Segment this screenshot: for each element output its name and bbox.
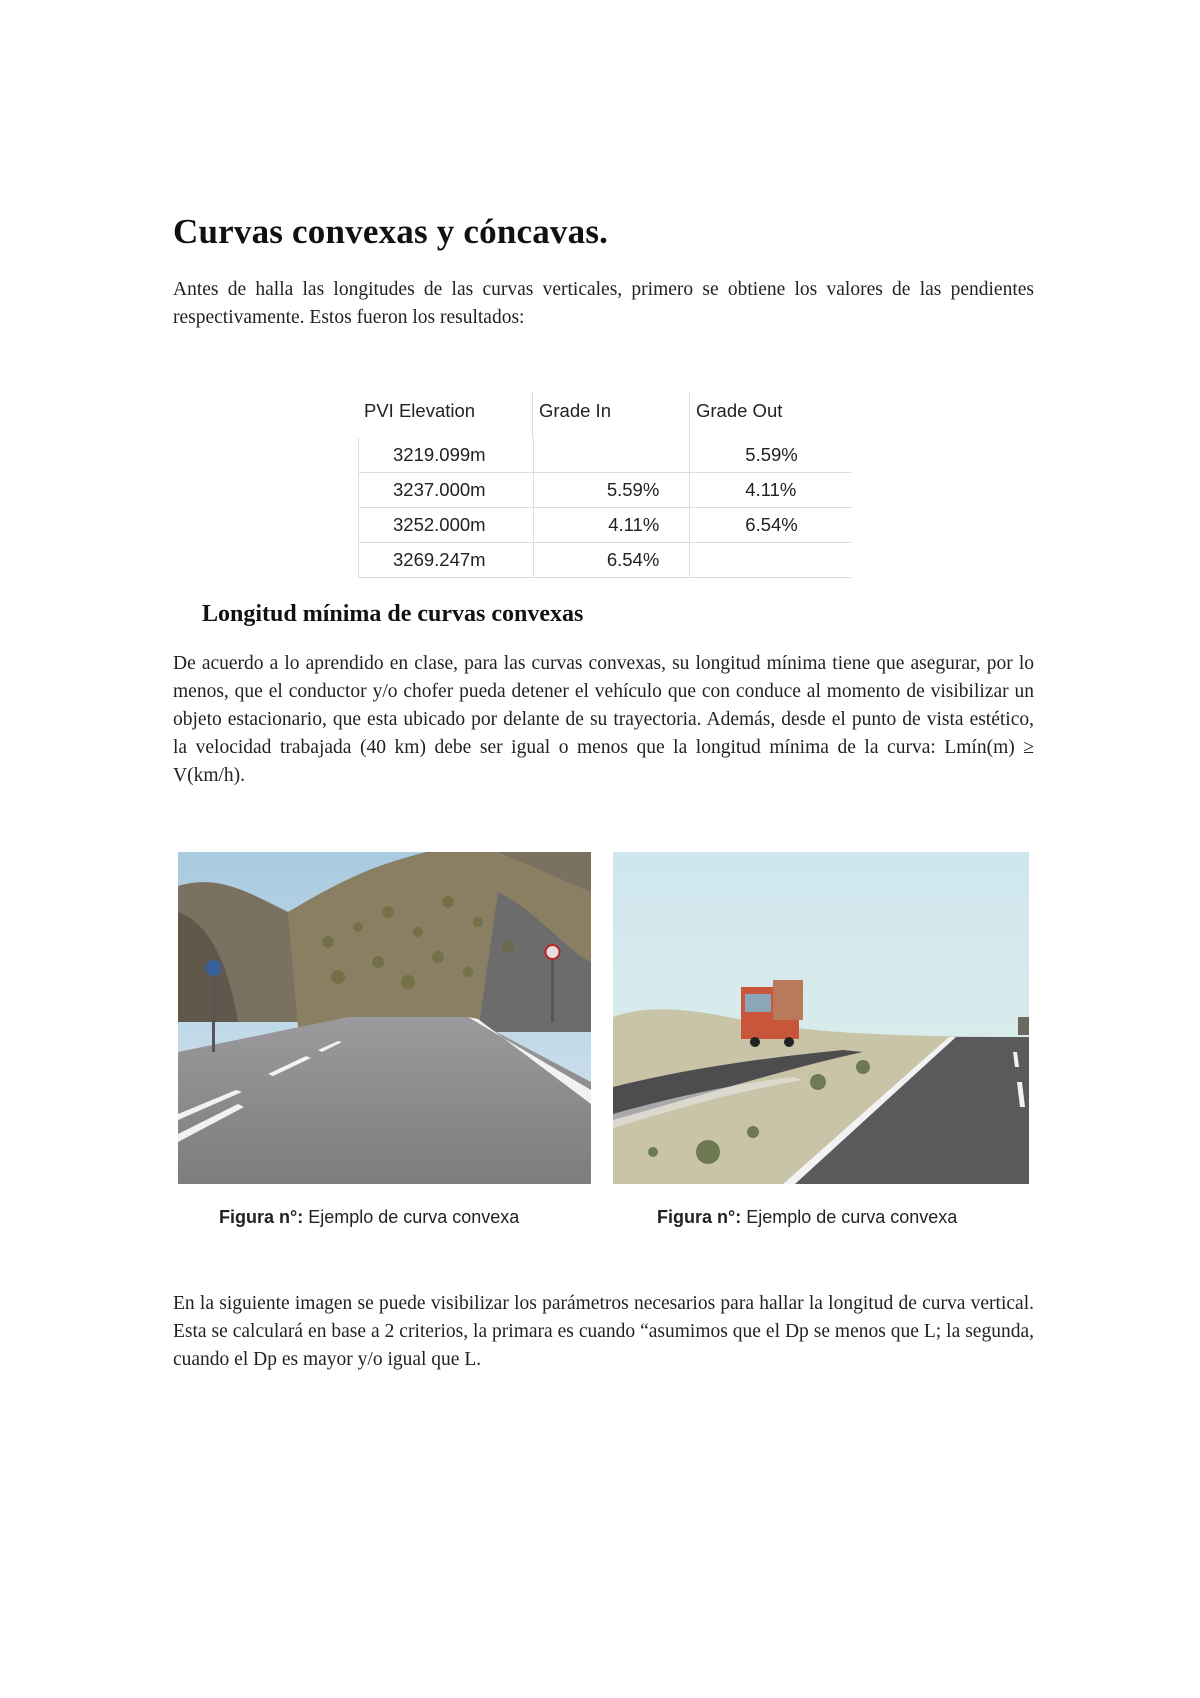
table-row — [359, 543, 851, 578]
intro-paragraph: Antes de halla las longitudes de las curvas verticales, primero se obtiene los valores de las pendientes respectivamente. Estos fueron los resultados: — [173, 279, 1034, 328]
table-header-cell: Grade Out — [696, 400, 783, 421]
figure-caption — [219, 1207, 519, 1228]
table-header-row — [358, 392, 851, 438]
table-cell: 5.59% — [534, 473, 691, 507]
road-photo-hills — [178, 852, 591, 1184]
page-title: Curvas convexas y cóncavas. — [173, 212, 609, 251]
table-cell: 3252.000m — [359, 508, 534, 542]
figure-caption — [657, 1207, 957, 1228]
figure-label: Figura n°: — [219, 1207, 304, 1227]
table-cell: 4.11% — [534, 508, 691, 542]
figure-text: Ejemplo de curva convexa — [303, 1207, 520, 1227]
table-cell: 6.54% — [745, 514, 798, 535]
table-cell: 6.54% — [534, 543, 691, 577]
body-paragraph: De acuerdo a lo aprendido en clase, para las curvas convexas, su longitud mínima tiene que asegurar, por lo menos, que el conductor y/o chofer pueda detener el vehículo que con conduce al momento de visibilizar un objeto estacionario, que esta ubicado por delante de su trayectoria. Además, desde el punto de vista estético, la velocidad trabajada (40 km) debe ser igual o menos que la longitud mínima de la curva: Lmín(m) ≥ V(km/h). — [173, 653, 1034, 786]
table-cell: 5.59% — [745, 444, 798, 465]
table-cell: 4.11% — [745, 479, 797, 500]
grades-table — [358, 392, 851, 578]
closing-paragraph: En la siguiente imagen se puede visibilizar los parámetros necesarios para hallar la longitud de curva vertical. Esta se calculará en base a 2 criterios, la primara es cuando “asumimos que el Dp se menos que L; la segunda, cuando el Dp es mayor y/o igual que L. — [173, 1293, 1034, 1370]
table-cell: 3219.099m — [359, 438, 534, 472]
table-header-cell: Grade In — [533, 392, 690, 438]
table-body — [358, 438, 851, 578]
table-cell — [534, 438, 691, 472]
table-row — [359, 438, 851, 473]
figure-text: Ejemplo de curva convexa — [741, 1207, 958, 1227]
table-row — [359, 508, 851, 543]
table-cell: 3269.247m — [359, 543, 534, 577]
table-row — [359, 473, 851, 508]
road-photo-truck — [613, 852, 1029, 1184]
table-header-cell: PVI Elevation — [358, 392, 533, 438]
table-cell — [690, 543, 851, 577]
table-cell: 3237.000m — [359, 473, 534, 507]
section-subheading: Longitud mínima de curvas convexas — [202, 601, 584, 627]
figure-label: Figura n°: — [657, 1207, 742, 1227]
